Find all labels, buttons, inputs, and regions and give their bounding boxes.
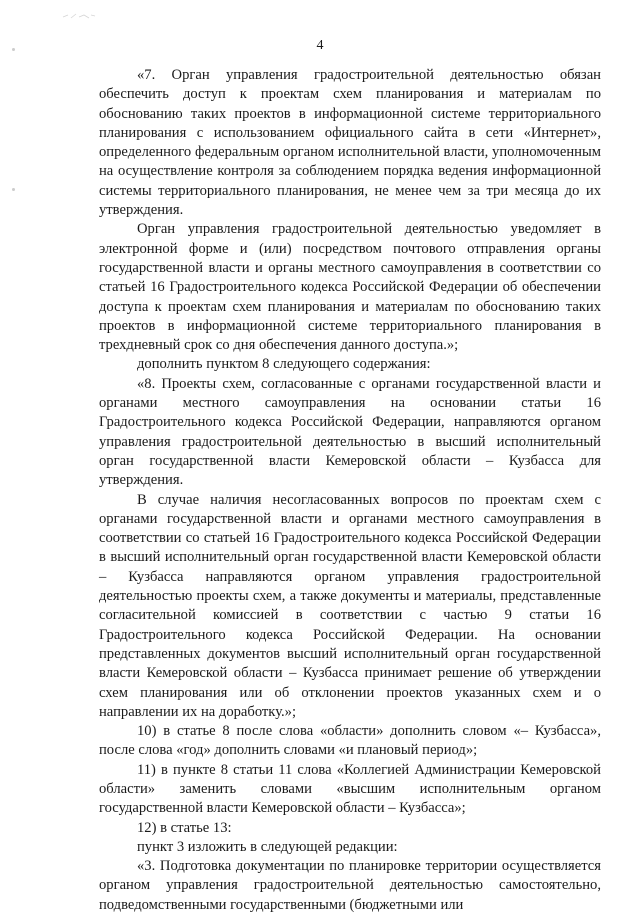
paragraph-amendment-12: 12) в статье 13: xyxy=(137,819,232,836)
paragraph-notification: Орган управления градостроительной деятельностью уведомляет в электронной форме и (или) посредством почтового отправления органы государственной власти и органы местного самоуправления в соответствии со статьей 16 Градостроительного кодекса Российской Федерации об обеспечении доступа к проектам схем планирования и материалам по обоснованию таких проектов в информационной системе территориального планирования в трехдневный срок со дня обеспечения данного доступа.»; xyxy=(99,221,601,354)
paragraph-item-8: «8. Проекты схем, согласованные с органами государственной власти и органами местного самоуправления на основании статьи 16 Градостроительного кодекса Российской Федерации, направляются органом управления градостроительной деятельностью в высший исполнительный орган государственной власти Кемеровской области – Кузбасса для утверждения. xyxy=(99,375,601,489)
paragraph-item-3: «3. Подготовка документации по планировке территории осуществляется органом управления градостроительной деятельностью самостоятельно, подведомственными государственными (бюджетными или xyxy=(99,858,601,913)
scan-smudge-mark xyxy=(62,12,96,20)
document-body xyxy=(99,66,601,915)
paragraph-amendment-10: 10) в статье 8 после слова «области» дополнить словом «– Кузбасса», после слова «год» дополнить словами «и плановый период»; xyxy=(99,723,601,759)
paragraph-amendment-11: 11) в пункте 8 статьи 11 слова «Коллегией Администрации Кемеровской области» заменить словами «высшим исполнительным органом государственной власти Кемеровской области – Кузбасса»; xyxy=(99,761,601,817)
paragraph-add-item-8: дополнить пунктом 8 следующего содержания: xyxy=(137,356,431,373)
paragraph-unresolved-issues: В случае наличия несогласованных вопросов по проектам схем с органами государственной власти и органами местного самоуправления в соответствии со статьей 16 Градостроительного кодекса Российской Федерации в высший исполнительный орган государственной власти Кемеровской области – Кузбасса направляются органом управления градостроительной деятельностью проекты схем, а также документы и материалы, представленные согласительной комиссией в соответствии с частью 9 статьи 16 Градостроительного кодекса Российской Федерации. На основании представленных документов высший исполнительный орган государственной власти Кемеровской области – Кузбасса принимает решение об утверждении схем планирования или об отклонении проектов указанных схем и о направлении их на доработку.»; xyxy=(99,491,601,720)
paragraph-item-7: «7. Орган управления градостроительной деятельностью обязан обеспечить доступ к проектам схем планирования и материалам по обоснованию таких проектов в информационной системе территориального планирования с использованием официального сайта в сети «Интернет», определенного федеральным органом исполнительной власти, уполномоченным на осуществление контроля за соблюдением порядка ведения информационной системы территориального планирования, не менее чем за три месяца до их утверждения. xyxy=(99,67,601,219)
scan-dust-mark xyxy=(12,188,15,191)
paragraph-item-3-intro: пункт 3 изложить в следующей редакции: xyxy=(137,838,398,855)
page-number: 4 xyxy=(316,38,324,53)
